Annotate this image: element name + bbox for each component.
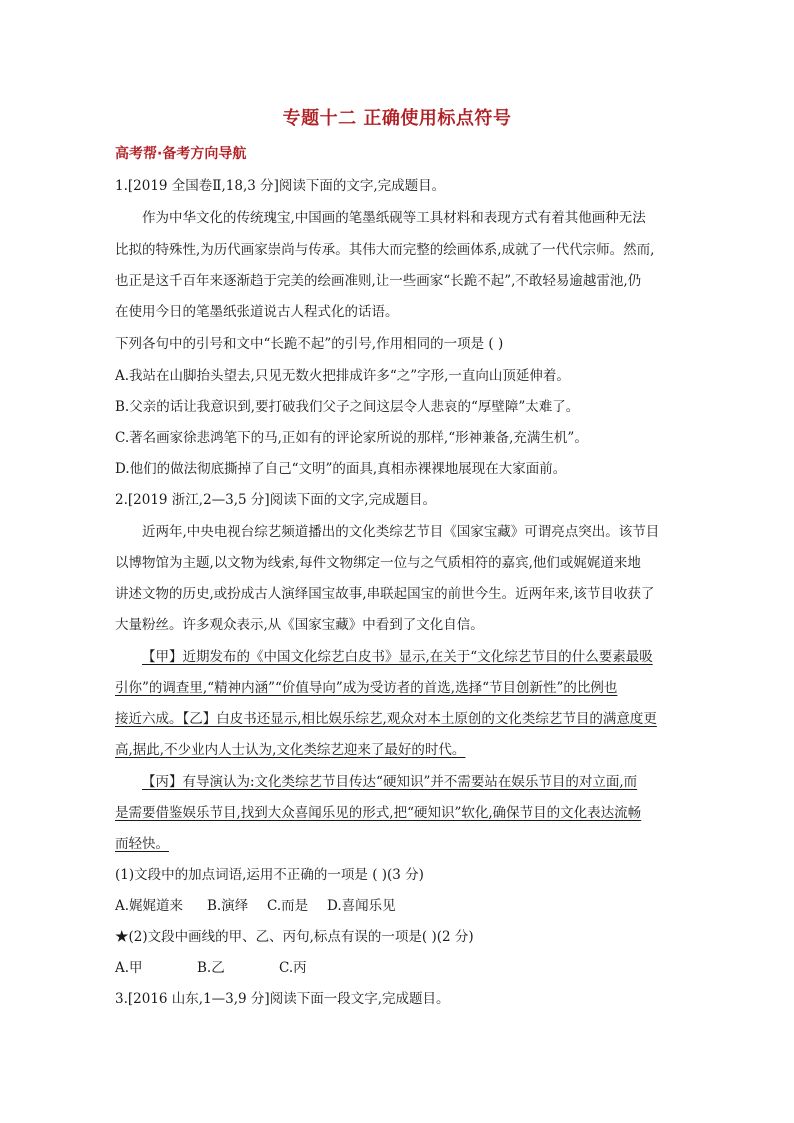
q2-jia-yi-line: [115, 709, 657, 729]
q2-sentence-bing: 【丙】有导演认为:文化类综艺节目传达“硬知识”并不需要站在娱乐节目的对立面,而: [142, 774, 638, 790]
q2-sentence-yi-end: 高,据此,不少业内人士认为,文化类综艺迎来了最好的时代。: [115, 742, 466, 758]
q1-passage-line: 作为中华文化的传统瑰宝,中国画的笔墨纸砚等工具材料和表现方式有着其他画种无法: [142, 210, 646, 226]
q2-sub2-option-a: A.甲: [115, 960, 143, 976]
q2-sub2-option-c: C.丙: [279, 960, 307, 976]
q1-option-a: A.我站在山脚抬头望去,只见无数火把排成许多“之”字形,一直向山顶延伸着。: [115, 368, 570, 384]
q1-option-d: D.他们的做法彻底撕掉了自己“文明”的面具,真相赤裸裸地展现在大家面前。: [115, 461, 567, 477]
question-1-header: 1.[2019 全国卷Ⅱ,18,3 分]阅读下面的文字,完成题目。: [115, 178, 446, 194]
question-3-header: 3.[2016 山东,1—3,9 分]阅读下面一段文字,完成题目。: [115, 991, 450, 1007]
q1-option-b: B.父亲的话让我意识到,要打破我们父子之间这层令人悲哀的“厚壁障”太难了。: [115, 399, 580, 415]
q2-sentence-bing: 是需要借鉴娱乐节目,找到大众喜闻乐见的形式,把“硬知识”软化,确保节目的文化表达流畅: [115, 805, 642, 821]
q1-stem: 下列各句中的引号和文中“长跪不起”的引号,作用相同的一项是 ( ): [115, 336, 504, 352]
q2-sentence-yi: 【乙】白皮书还显示,相比娱乐综艺,观众对本土原创的文化类综艺节目的满意度更: [182, 711, 657, 727]
q2-sub-question-1: (1)文段中的加点词语,运用不正确的一项是 ( )(3 分): [115, 867, 424, 883]
q2-sentence-jia-end: 接近六成。: [115, 711, 183, 727]
q2-sub1-options: [115, 896, 396, 916]
q1-option-c: C.著名画家徐悲鸿笔下的马,正如有的评论家所说的那样,“形神兼备,充满生机”。: [115, 430, 588, 446]
q2-sub2-option-b: B.乙: [197, 960, 225, 976]
q2-sentence-bing: 而轻快。: [115, 836, 169, 852]
q2-sub2-options: [115, 958, 307, 978]
q2-sentence-jia: 【甲】近期发布的《中国文化综艺白皮书》显示,在关于“文化综艺节目的什么要素最吸: [142, 649, 653, 665]
q1-passage-line: 在使用今日的笔墨纸张道说古人程式化的话语。: [115, 304, 399, 320]
q2-passage-line: 讲述文物的历史,或扮成古人演绎国宝故事,串联起国宝的前世今生。近两年来,该节目收获了: [115, 586, 655, 602]
q2-sub1-option-c: C.而是: [267, 898, 309, 914]
q2-passage-line: 近两年,中央电视台综艺频道播出的文化类综艺节目《国家宝藏》可谓亮点突出。该节目: [142, 524, 660, 540]
q2-passage-line: 以博物馆为主题,以文物为线索,每件文物绑定一位与之气质相符的嘉宾,他们或娓娓道来地: [115, 555, 641, 571]
q2-sub1-option-a: A.娓娓道来: [115, 898, 184, 914]
section-heading: 高考帮·备考方向导航: [115, 146, 247, 162]
q2-sub-question-2: ★(2)文段中画线的甲、乙、丙句,标点有误的一项是( )(2 分): [115, 929, 474, 945]
page-title: 专题十二 正确使用标点符号: [282, 108, 512, 129]
q1-passage-line: 也正是这千百年来逐渐趋于完美的绘画准则,让一些画家“长跪不起”,不敢轻易逾越雷池,仍: [115, 273, 642, 289]
q2-sub1-option-d: D.喜闻乐见: [327, 898, 396, 914]
q2-sentence-jia: 引你”的调查里,“精神内涵”“价值导向”成为受访者的首选,选择“节目创新性”的比例也: [115, 680, 618, 696]
q2-passage-line: 大量粉丝。许多观众表示,从《国家宝藏》中看到了文化自信。: [115, 617, 484, 633]
q2-sub1-option-b: B.演绎: [207, 898, 249, 914]
question-2-header: 2.[2019 浙江,2—3,5 分]阅读下面的文字,完成题目。: [115, 492, 436, 508]
q1-passage-line: 比拟的特殊性,为历代画家崇尚与传承。其伟大而完整的绘画体系,成就了一代代宗师。然而,: [115, 242, 655, 258]
